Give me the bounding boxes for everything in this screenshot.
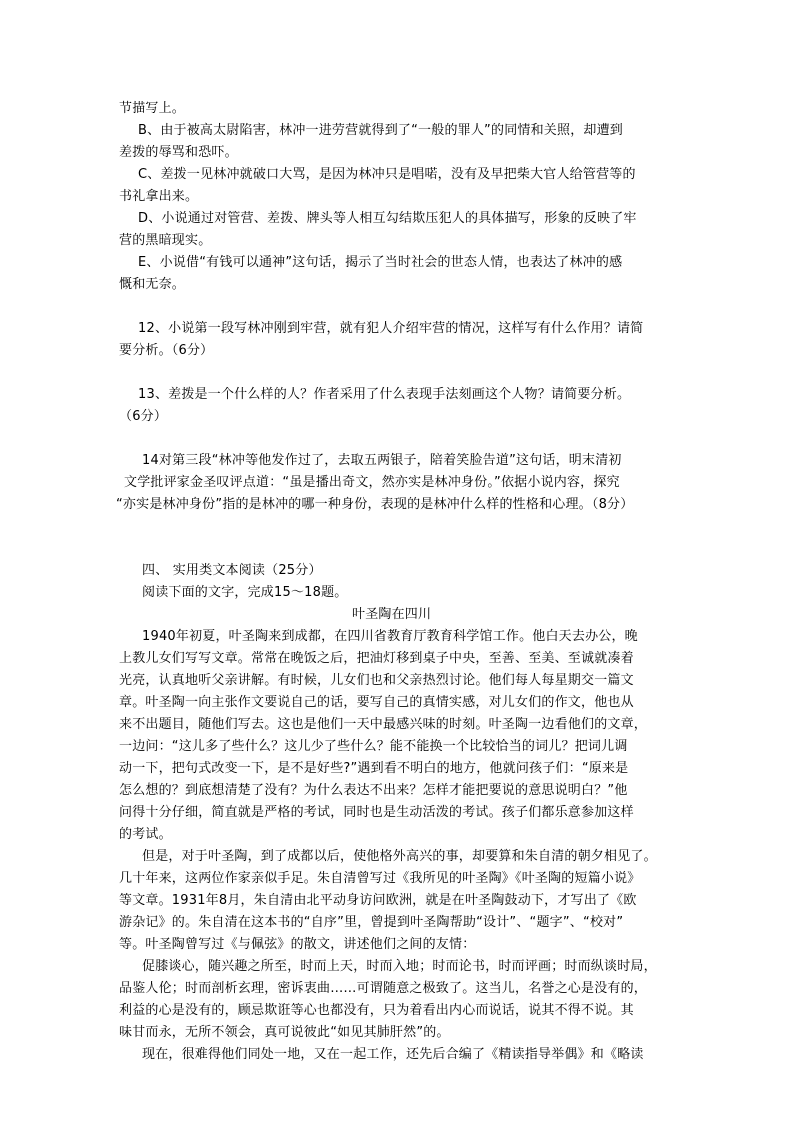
option-line: 差拨的辱骂和恐吓。 xyxy=(119,145,238,160)
option-line: 慨和无奈。 xyxy=(119,277,186,292)
option-line: 书礼拿出来。 xyxy=(119,189,199,204)
option-line: 节描写上。 xyxy=(119,101,186,116)
question-14: 14对第三段“林冲等他发作过了，去取五两银子，陪着笑脸告道”这句话，明末清初 xyxy=(142,453,622,468)
quote-line: 品鉴人伦；时而剖析玄理，密诉衷曲……可谓随意之极致了。这当儿，名誉之心是没有的， xyxy=(119,981,648,996)
paragraph-line: 光亮，认真地听父亲讲解。有时候，儿女们也和父亲热烈讨论。他们每人每星期交一篇文 xyxy=(119,673,634,688)
option-b: B、由于被高太尉陷害，林冲一进劳营就得到了“一般的罪人”的同情和关照，却遭到 xyxy=(138,123,623,138)
paragraph-line: 但是，对于叶圣陶，到了成都以后，使他格外高兴的事，却要算和朱自清的朝夕相见了。 xyxy=(142,849,657,864)
option-d: D、小说通过对管营、差拨、牌头等人相互勾结欺压犯人的具体描写，形象的反映了牢 xyxy=(138,211,637,226)
option-c: C、差拨一见林冲就破口大骂，是因为林冲只是唱喏，没有及早把柴大官人给管营等的 xyxy=(138,167,636,182)
question-13-line: （6分） xyxy=(119,409,168,424)
paragraph-line: 等文章。1931年8月，朱自清由北平动身访问欧洲，就是在叶圣陶鼓动下，才写出了《欧 xyxy=(119,893,637,908)
article-title: 叶圣陶在四川 xyxy=(352,607,432,622)
section-heading: 四、 实用类文本阅读（25分） xyxy=(142,563,322,578)
paragraph-line: 游杂记》的。朱自清在这本书的“自序”里，曾提到叶圣陶帮助“设计”、“题字”、“校对” xyxy=(119,915,624,930)
instruction: 阅读下面的文字，完成15～18题。 xyxy=(142,585,348,600)
paragraph-line: 来不出题目，随他们写去。这也是他们一天中最感兴味的时刻。叶圣陶一边看他们的文章， xyxy=(119,717,648,732)
question-14-line: “亦实是林冲身份”指的是林冲的哪一种身份，表现的是林冲什么样的性格和心理。（8分） xyxy=(116,497,634,512)
paragraph-line: 怎么想的？到底想清楚了没有？为什么表达不出来？怎样才能把要说的意思说明白？”他 xyxy=(119,783,628,798)
quote-line: 利益的心是没有的，顾忌欺诳等心也都没有，只为着看出内心而说话，说其不得不说。其 xyxy=(119,1003,634,1018)
paragraph-line: 等。叶圣陶曾写过《与佩弦》的散文，讲述他们之间的友情： xyxy=(119,937,476,952)
quote-line: 促膝谈心，随兴趣之所至，时而上天，时而入地；时而论书，时而评画；时而纵谈时局， xyxy=(142,959,657,974)
option-line: 营的黑暗现实。 xyxy=(119,233,212,248)
paragraph-line: 的考试。 xyxy=(119,827,172,842)
paragraph-line: 一边问：“这儿多了些什么？这儿少了些什么？能不能换一个比较恰当的词儿？把词儿调 xyxy=(119,739,628,754)
quote-line: 味甘而永，无所不领会，真可说彼此“如见其肺肝然”的。 xyxy=(119,1025,450,1040)
paragraph-line: 1940年初夏，叶圣陶来到成都，在四川省教育厅教育科学馆工作。他白天去办公，晚 xyxy=(142,629,638,644)
paragraph-line: 几十年来，这两位作家亲似手足。朱自清曾写过《我所见的叶圣陶》《叶圣陶的短篇小说》 xyxy=(119,871,641,886)
question-14-line: 文学批评家金圣叹评点道：“虽是播出奇文，然亦实是林冲身份。”依据小说内容，探究 xyxy=(124,475,620,490)
paragraph-line: 章。叶圣陶一向主张作文要说自己的话，要写自己的真情实感，对儿女们的作文，他也从 xyxy=(119,695,634,710)
question-12: 12、小说第一段写林冲刚到牢营，就有犯人介绍牢营的情况，这样写有什么作用？请简 xyxy=(138,321,644,336)
paragraph-line: 现在，很难得他们同处一地，又在一起工作，还先后合编了《精读指导举偶》和《略读 xyxy=(142,1047,644,1062)
paragraph-line: 上教儿女们写写文章。常常在晚饭之后，把油灯移到桌子中央，至善、至美、至诚就凑着 xyxy=(119,651,634,666)
paragraph-line: 问得十分仔细，简直就是严格的考试，同时也是生动活泼的考试。孩子们都乐意参加这样 xyxy=(119,805,634,820)
option-e: E、小说借“有钱可以通神”这句话，揭示了当时社会的世态人情，也表达了林冲的感 xyxy=(138,255,623,270)
paragraph-line: 动一下，把句式改变一下，是不是好些?”遇到看不明白的地方，他就问孩子们：“原来是 xyxy=(119,761,629,776)
question-13: 13、差拨是一个什么样的人？作者采用了什么表现手法刻画这个人物？请简要分析。 xyxy=(138,387,631,402)
question-12-line: 要分析。（6分） xyxy=(119,343,214,358)
